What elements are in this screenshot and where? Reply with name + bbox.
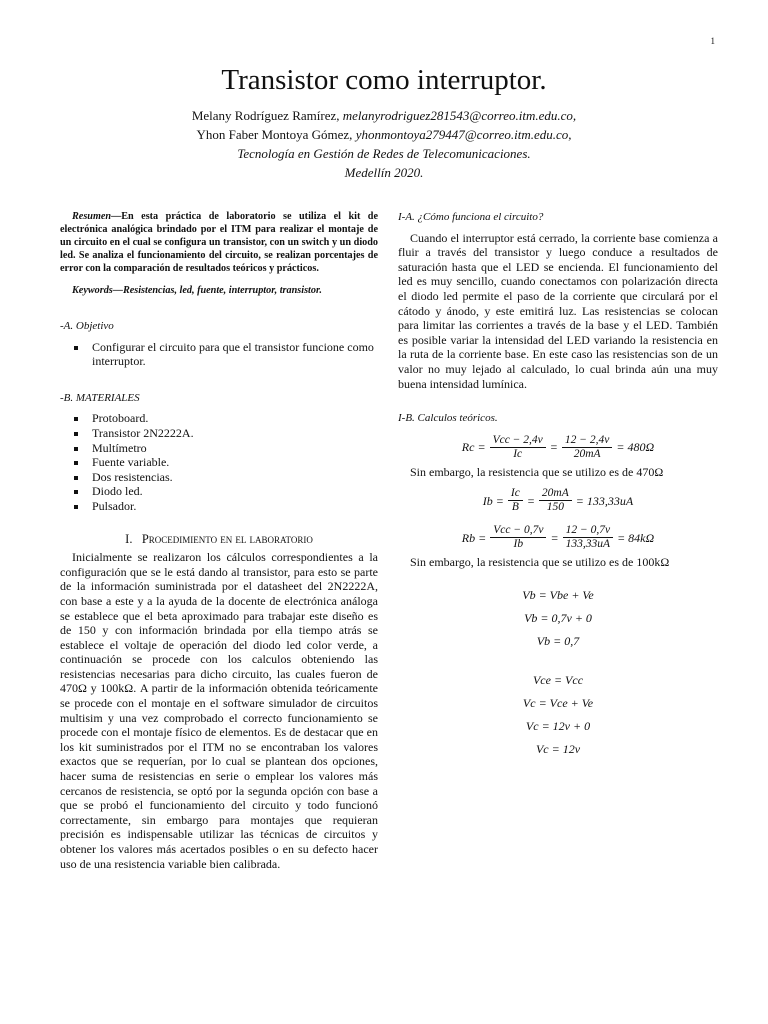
list-item: Diodo led. (92, 484, 378, 499)
author-block (0, 106, 768, 182)
eq-lhs: Rc = (461, 439, 486, 454)
author-email-2: yhonmontoya279447@correo.itm.edu.co, (355, 127, 572, 142)
list-item: Configurar el circuito para que el transistor funcione como interruptor. (92, 340, 378, 369)
author-line-1 (0, 106, 768, 125)
page-number: 1 (710, 36, 715, 46)
section-number: I. (125, 531, 133, 546)
author-line-2 (0, 125, 768, 144)
author-name-2: Yhon Faber Montoya Gómez, (196, 127, 356, 142)
numerator: 20mA (539, 487, 572, 501)
subsection-1a-heading: I-A. ¿Cómo funciona el circuito? (398, 211, 544, 223)
list-item: Multímetro (92, 441, 378, 456)
numerator: 12 − 0,7v (563, 524, 614, 538)
materiales-heading: -B. MATERIALES (60, 391, 140, 404)
eq-sign: = (526, 493, 535, 508)
affiliation: Tecnología en Gestión de Redes de Telecomunicaciones. (237, 146, 531, 161)
numerator: Vcc − 2,4v (490, 434, 546, 448)
equation: Vc = 12v + 0 (525, 718, 591, 733)
fraction (508, 487, 523, 514)
eq-lhs: Ib = (482, 493, 504, 508)
paper-title: Transistor como interruptor. (221, 64, 547, 96)
denominator: B (511, 501, 519, 514)
eq-result: = 84kΩ (617, 530, 655, 545)
vc-equations (398, 669, 718, 761)
abstract-lead: Resumen (72, 211, 112, 222)
equation: Vce = Vcc (532, 672, 584, 687)
fraction (563, 524, 614, 551)
section-heading (60, 532, 378, 547)
left-column (60, 210, 378, 871)
right-column (398, 210, 718, 761)
equation: Vc = 12v (535, 741, 581, 756)
vb-equations (398, 584, 718, 653)
list-item: Protoboard. (92, 411, 378, 426)
section-title: Procedimiento en el laboratorio (141, 531, 313, 546)
objetivo-list (60, 340, 378, 369)
numerator: Vcc − 0,7v (490, 524, 546, 538)
equation: Vb = Vbe + Ve (522, 587, 594, 602)
denominator: Ib (513, 538, 524, 551)
eq-sign: = (550, 530, 559, 545)
location-date: Medellín 2020. (344, 165, 424, 180)
subsection-1a-body: Cuando el interruptor está cerrado, la corriente base comienza a fluir a través del transistor y luego conduce a resultados de saturación hasta que el LED se encienda. El funcionamiento del led es muy sencillo, cuando conectamos con polarización directa el diodo led permite el paso de la corriente que circulará por el cátodo y ánodo, y este emitirá luz. Las resistencias se colocan para limitar las corrientes a través de la base y el LED. También es posible variar la intensidad del LED variando la resistencia en la ruta de la corriente base. En este caso las resistencias son de un valor no muy lejado al calculado, lo cual brinda aún una muy buena intensidad lumínica. (398, 230, 718, 391)
list-item: Transistor 2N2222A. (92, 426, 378, 441)
fraction (490, 524, 546, 551)
equation-rb (398, 524, 718, 551)
list-item: Dos resistencias. (92, 470, 378, 485)
equation: Vc = Vce + Ve (522, 695, 594, 710)
denominator: Ic (513, 447, 523, 460)
fraction (562, 434, 613, 461)
eq-result: = 480Ω (616, 439, 655, 454)
section-body: Inicialmente se realizaron los cálculos correspondientes a la configuración que se le está dando al transistor, para esto se parte de la información suministrada por el datasheet del 2N2222A, con base a este y a la ayuda de la docente de electrónica análoga se establece que el beta aproximado para trabajar este diseño es de 150 y con información brindada por ella tiempo atrás se establece el voltaje de operación del diodo led color verde, a continuación se procede con los calculos obteniendo las resistencias necesarias para dicho circuito, las cuales fueron de 470Ω y 100kΩ. A partir de la información obtenida teóricamente se procede con el montaje en el software simulador de circuitos multisim y una vez comprobado el correcto funcionamiento se procede con el montaje físico de elementos. Es de destacar que en los kit suministrados por el ITM no se encontraban los valores exactos que se requerían, por lo cual se plantean dos opciones, hacer suma de resistencias en serie o emplear los valores más cercanos de resistencia, se optó por la segunda opción con base a que se probó el funcionamiento del circuito y todo funcionó correctamente, sin embargo para montajes que requieran precisión es indispensable utilizar las técnicas de circuitos y obtener los valores más acertados posibles o en su defecto hacer uso de una resistencia variable bien calibrada. (60, 550, 378, 871)
fraction (539, 487, 572, 514)
equation-rc (398, 434, 718, 461)
equation: Vb = 0,7 (536, 633, 580, 648)
denominator: 20mA (573, 447, 601, 460)
keywords: Keywords—Resistencias, led, fuente, interruptor, transistor. (72, 285, 322, 296)
abstract-text: —En esta práctica de laboratorio se utiliza el kit de electrónica analógica brindado por el ITM para realizar el montaje de un circuito en el cual se configura un transistor, con un switch y un diodo led. Se analiza el funcionamiento del circuito, se realizan porcentajes de error con la comparación de resultados teóricos y prácticos. (60, 211, 378, 274)
numerator: 12 − 2,4v (562, 434, 613, 448)
abstract (60, 210, 378, 275)
denominator: 133,33uA (565, 538, 611, 551)
list-item: Fuente variable. (92, 455, 378, 470)
fraction (490, 434, 546, 461)
equation-ib (398, 487, 718, 514)
subsection-1b-heading: I-B. Calculos teóricos. (398, 412, 498, 425)
eq-lhs: Rb = (461, 530, 487, 545)
list-item: Pulsador. (92, 499, 378, 514)
note-470: Sin embargo, la resistencia que se utilizo es de 470Ω (410, 464, 664, 479)
eq-result: = 133,33uA (575, 493, 634, 508)
equation: Vb = 0,7v + 0 (524, 610, 592, 625)
author-name-1: Melany Rodríguez Ramírez, (191, 108, 343, 123)
materiales-list (60, 411, 378, 513)
author-email-1: melanyrodriguez281543@correo.itm.edu.co, (342, 108, 577, 123)
denominator: 150 (546, 501, 564, 514)
objetivo-heading: -A. Objetivo (60, 320, 114, 332)
eq-sign: = (549, 439, 558, 454)
numerator: Ic (508, 487, 523, 501)
note-100k: Sin embargo, la resistencia que se utilizo es de 100kΩ (410, 555, 670, 570)
